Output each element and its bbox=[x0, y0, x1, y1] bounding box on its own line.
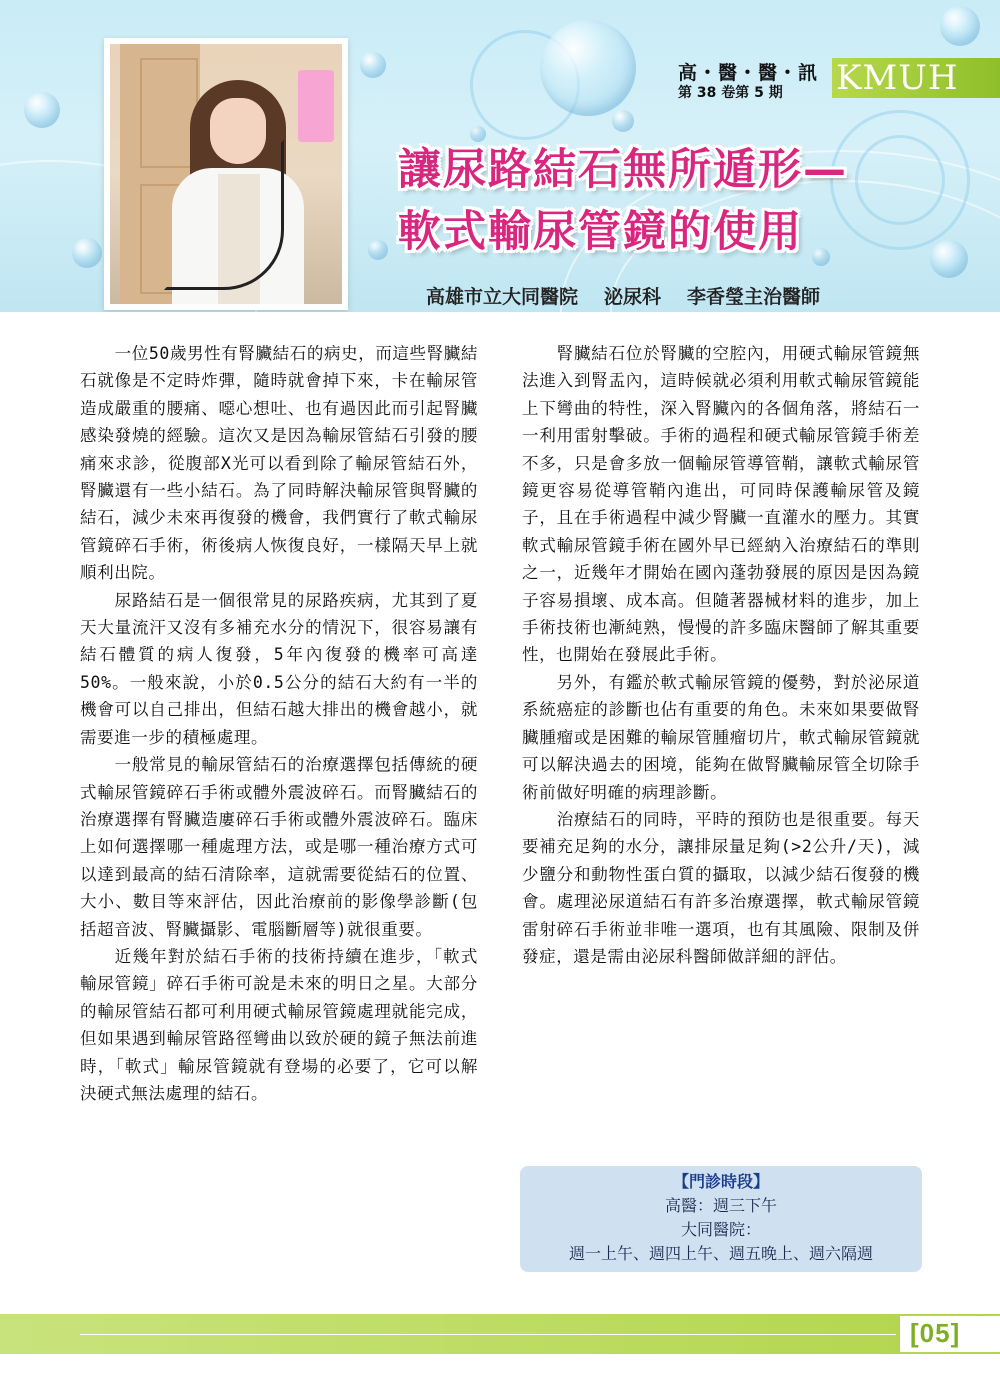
author-byline bbox=[426, 282, 820, 309]
decorative-bubble bbox=[930, 240, 968, 278]
article-column-right bbox=[522, 340, 920, 970]
paragraph: 治療結石的同時，平時的預防也是很重要。每天要補充足夠的水分，讓排尿量足夠(>2公升/天)，減少鹽分和動物性蛋白質的攝取，以減少結石復發的機會。處理泌尿道結石有許多治療選擇，軟式輸尿管鏡雷射碎石手術並非唯一選項，也有其風險、限制及併發症，還是需由泌尿科醫師做詳細的評估。 bbox=[522, 809, 920, 966]
decorative-bubble bbox=[368, 240, 388, 260]
journal-masthead bbox=[676, 58, 976, 118]
photo-ureteroscope bbox=[164, 140, 284, 290]
byline-author: 李香瑩主治醫師 bbox=[687, 286, 821, 308]
decorative-swirl bbox=[855, 135, 945, 225]
footer-rule bbox=[80, 1334, 896, 1335]
paragraph: 尿路結石是一個很常見的尿路疾病，尤其到了夏天大量流汗又沒有多補充水分的情況下，很容易讓有結石體質的病人復發，5年內復發的機率可高達50%。一般來說，小於0.5公分的結石大約有一半的機會可以自己排出，但結石越大排出的機會越小，就需要進一步的積極處理。 bbox=[80, 590, 478, 747]
decorative-bubble bbox=[360, 52, 386, 78]
journal-name: 高・醫・醫・訊 bbox=[678, 62, 819, 84]
clinic-hours-heading: 【門診時段】 bbox=[672, 1172, 769, 1191]
brand-logo: KMUH bbox=[836, 58, 959, 98]
paragraph: 一位50歲男性有腎臟結石的病史，而這些腎臟結石就像是不定時炸彈，隨時就會掉下來，卡在輸尿管造成嚴重的腰痛、噁心想吐、也有過因此而引起腎臟感染發燒的經驗。這次又是因為輸尿管結石引發的腰痛來求診，從腹部X光可以看到除了輸尿管結石外，腎臟還有一些小結石。為了同時解決輸尿管與腎臟的結石，減少未來再復發的機會，我們實行了軟式輸尿管鏡碎石手術，術後病人恢復良好，一樣隔天早上就順利出院。 bbox=[80, 344, 478, 583]
paragraph: 另外，有鑑於軟式輸尿管鏡的優勢，對於泌尿道系統癌症的診斷也佔有重要的角色。未來如果要做腎臟腫瘤或是困難的輸尿管腫瘤切片，軟式輸尿管鏡就可以解決過去的困境，能夠在做腎臟輸尿管全切除手術前做好明確的病理診斷。 bbox=[522, 672, 920, 802]
article-column-left bbox=[80, 340, 478, 1107]
paragraph: 一般常見的輸尿管結石的治療選擇包括傳統的硬式輸尿管鏡碎石手術或體外震波碎石。而腎臟結石的治療選擇有腎臟造廔碎石手術或體外震波碎石。臨床上如何選擇哪一種處理方法，或是哪一種治療方式可以達到最高的結石清除率，這就需要從結石的位置、大小、數目等來評估，因此治療前的影像學診斷(包括超音波、腎臟攝影、電腦斷層等)就很重要。 bbox=[80, 755, 478, 939]
decorative-bubble bbox=[540, 20, 636, 116]
doctor-photo-frame bbox=[104, 38, 348, 310]
article-title-line2: 軟式輸尿管鏡的使用 bbox=[398, 207, 803, 257]
clinic-hours-datong-label: 大同醫院： bbox=[680, 1220, 761, 1239]
decorative-bubble bbox=[812, 248, 830, 266]
page-number: [05] bbox=[910, 1318, 961, 1348]
page-number-box bbox=[900, 1316, 1000, 1352]
journal-issue: 第 38 卷第 5 期 bbox=[678, 85, 783, 101]
doctor-photo bbox=[110, 44, 342, 304]
paragraph: 近幾年對於結石手術的技術持續在進步，「軟式輸尿管鏡」碎石手術可說是未來的明日之星。大部分的輸尿管結石都可利用硬式輸尿管鏡處理就能完成，但如果遇到輸尿管路徑彎曲以致於硬的鏡子無法前進時，「軟式」輸尿管鏡就有登場的必要了，它可以解決硬式無法處理的結石。 bbox=[80, 946, 478, 1103]
clinic-hours-datong-times: 週一上午、週四上午、週五晚上、週六隔週 bbox=[568, 1244, 873, 1263]
clinic-hours-kmuh: 高醫：週三下午 bbox=[664, 1196, 777, 1215]
byline-department: 泌尿科 bbox=[604, 286, 662, 308]
clinic-hours-box bbox=[520, 1166, 922, 1272]
byline-hospital: 高雄市立大同醫院 bbox=[426, 286, 579, 308]
header-banner bbox=[0, 0, 1000, 312]
decorative-bubble bbox=[24, 92, 60, 128]
article-title-line1: 讓尿路結石無所遁形— bbox=[398, 145, 848, 195]
decorative-bubble bbox=[612, 110, 634, 132]
paragraph: 腎臟結石位於腎臟的空腔內，用硬式輸尿管鏡無法進入到腎盂內，這時候就必須利用軟式輸尿管鏡能上下彎曲的特性，深入腎臟內的各個角落，將結石一一利用雷射擊破。手術的過程和硬式輸尿管鏡手術差不多，只是會多放一個輸尿管導管鞘，讓軟式輸尿管鏡更容易從導管鞘內進出，可同時保護輸尿管及鏡子，且在手術過程中減少腎臟一直灌水的壓力。其實軟式輸尿管鏡手術在國外早已經納入治療結石的準則之一，近幾年才開始在國內蓬勃發展的原因是因為鏡子容易損壞、成本高。但隨著器械材料的進步，加上手術技術也漸純熟，慢慢的許多臨床醫師了解其重要性，也開始在發展此手術。 bbox=[522, 344, 920, 665]
decorative-bubble bbox=[940, 6, 980, 46]
decorative-bubble bbox=[72, 238, 102, 268]
photo-wall-poster bbox=[298, 70, 334, 142]
footer-bar bbox=[0, 1314, 1000, 1354]
